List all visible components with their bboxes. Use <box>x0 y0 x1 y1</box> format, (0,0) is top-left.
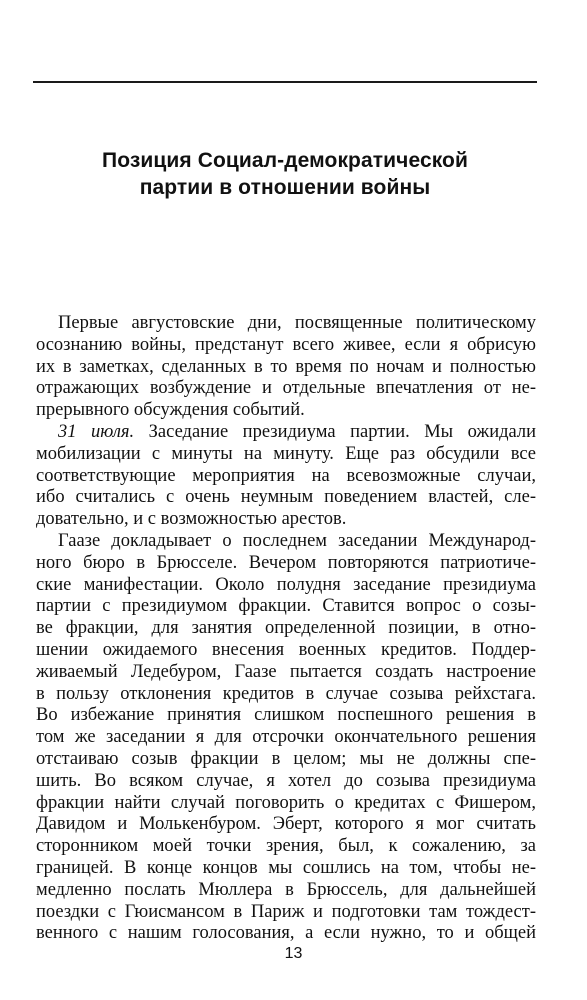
chapter-heading <box>33 147 537 201</box>
text-line: сторонником моей точки зрения, был, к сожалению, за <box>36 836 536 857</box>
text-line: фракции найти случай поговорить о кредитах с Фишером, <box>36 792 536 813</box>
text-line: поездки с Гюисмансом в Париж и подготовки там тождест- <box>36 901 536 922</box>
text-line: их в заметках, сделанных в то время по ночам и полностью <box>36 356 536 377</box>
text-line: соответствующие мероприятия на всевозможные случаи, <box>36 465 536 486</box>
text-line: шении ожидаемого внесения военных кредитов. Поддер- <box>36 639 536 660</box>
entry-date: 31 июля. <box>58 421 135 442</box>
text-line: медленно послать Мюллера в Брюссель, для дальнейшей <box>36 879 536 900</box>
page-number: 13 <box>284 945 303 962</box>
text-line: том же заседании я для отсрочки окончательного решения <box>36 727 536 748</box>
text-line: отражающих возбуждение и отдельные впечатления от не- <box>36 378 536 399</box>
text-line: ного бюро в Брюсселе. Вечером повторяются патриотиче- <box>36 552 536 573</box>
text-line: Гаазе докладывает о последнем заседании Международ- <box>58 530 536 551</box>
text-line: шить. Во всяком случае, я хотел до созыва президиума <box>36 770 536 791</box>
text-line: Во избежание принятия слишком поспешного решения в <box>36 705 536 726</box>
text-line: в пользу отклонения кредитов в случае созыва рейхстага. <box>36 683 536 704</box>
text-line: Давидом и Молькенбуром. Эберт, которого я мог считать <box>36 814 536 835</box>
text-line: границей. В конце концов мы сошлись на том, чтобы не- <box>36 857 536 878</box>
text-line: Первые августовские дни, посвященные политическому <box>58 313 536 333</box>
text-line: ве фракции, для занятия определенной позиции, в отно- <box>36 618 536 639</box>
text-line: мобилизации с минуты на минуту. Еще раз обсудили все <box>36 443 536 464</box>
text-line: ские манифестации. Около полудня заседание президиума <box>36 574 536 595</box>
text-line: довательно, и с возможностью арестов. <box>36 509 347 530</box>
entry-first-line-text: Заседание президиума партии. Мы ожидали <box>148 421 537 442</box>
text-line: ибо считались с очень неумным поведением властей, сле- <box>36 487 536 508</box>
text-line: прерывного обсуждения событий. <box>36 400 305 421</box>
text-line: осознанию войны, предстанут всего живее, если я обрисую <box>36 334 536 355</box>
text-line: венного с нашим голосования, а если нужно, то и общей <box>36 923 536 944</box>
text-line <box>36 422 536 444</box>
header-rule <box>33 81 537 83</box>
text-line: отстаиваю созыв фракции в целом; мы не должны спе- <box>36 748 536 769</box>
chapter-heading-line-1: Позиция Социал-демократической <box>102 149 468 172</box>
text-line: партии с президиумом фракции. Ставится вопрос о созы- <box>36 596 536 617</box>
text-line: живаемый Ледебуром, Гаазе пытается создать настроение <box>36 661 536 682</box>
body-text <box>36 313 536 945</box>
chapter-heading-line-2: партии в отношении войны <box>139 176 431 199</box>
